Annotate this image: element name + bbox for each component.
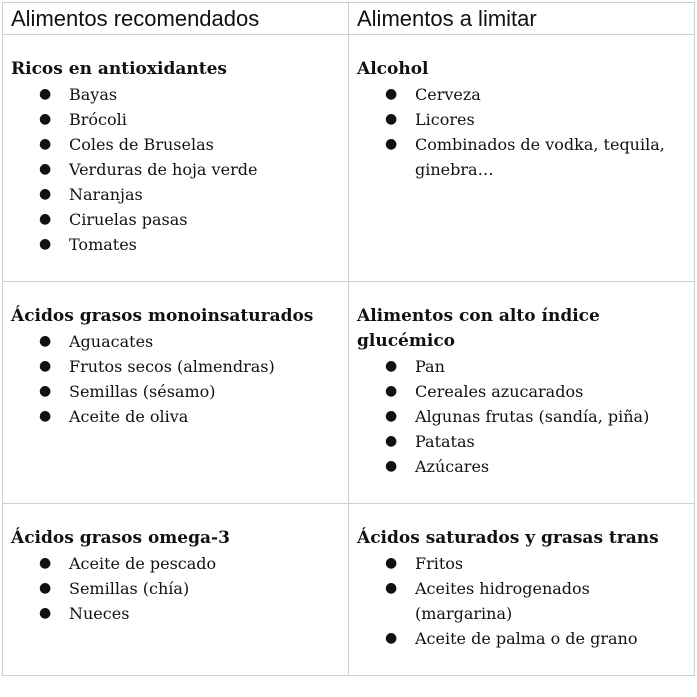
cell-antioxidants (3, 35, 349, 282)
table-row (3, 282, 695, 504)
list-item: ● Brócoli (11, 107, 340, 132)
food-list (11, 329, 340, 429)
list-item: ● Coles de Bruselas (11, 132, 340, 157)
bullet-icon: ● (39, 605, 52, 621)
category-title: Alimentos con alto índice glucémico (357, 306, 600, 351)
list-item: ● Verduras de hoja verde (11, 157, 340, 182)
list-item: ● Cerveza (357, 82, 686, 107)
food-list (357, 354, 686, 479)
category-title: Ácidos grasos omega-3 (11, 528, 230, 548)
header-row (3, 3, 695, 35)
food-list (357, 82, 686, 182)
list-item: ● Semillas (chía) (11, 576, 340, 601)
bullet-icon: ● (385, 111, 398, 127)
food-list (11, 82, 340, 257)
food-table (2, 2, 695, 676)
food-list (11, 551, 340, 626)
cell-saturated-trans (349, 504, 695, 676)
bullet-icon: ● (39, 161, 52, 177)
bullet-icon: ● (385, 458, 398, 474)
bullet-icon: ● (385, 580, 398, 596)
bullet-icon: ● (385, 555, 398, 571)
list-item: ● Aceites hidrogenados (margarina) (357, 576, 686, 626)
list-item: ● Patatas (357, 429, 686, 454)
list-item: ● Nueces (11, 601, 340, 626)
category-title: Ácidos grasos monoinsaturados (11, 306, 314, 326)
list-item: ● Tomates (11, 232, 340, 257)
bullet-icon: ● (385, 86, 398, 102)
bullet-icon: ● (385, 383, 398, 399)
bullet-icon: ● (39, 236, 52, 252)
bullet-icon: ● (39, 136, 52, 152)
table-row (3, 504, 695, 676)
list-item: ● Algunas frutas (sandía, piña) (357, 404, 686, 429)
table-row (3, 35, 695, 282)
list-item: ● Pan (357, 354, 686, 379)
list-item: ● Combinados de vodka, tequila, ginebra… (357, 132, 686, 182)
cell-high-glycemic (349, 282, 695, 504)
category-title: Ácidos saturados y grasas trans (357, 528, 659, 548)
list-item: ● Aguacates (11, 329, 340, 354)
list-item: ● Ciruelas pasas (11, 207, 340, 232)
bullet-icon: ● (39, 333, 52, 349)
category-title: Ricos en antioxidantes (11, 59, 227, 79)
bullet-icon: ● (39, 555, 52, 571)
bullet-icon: ● (39, 383, 52, 399)
list-item: ● Aceite de oliva (11, 404, 340, 429)
list-item: ● Bayas (11, 82, 340, 107)
bullet-icon: ● (385, 630, 398, 646)
list-item: ● Fritos (357, 551, 686, 576)
list-item: ● Licores (357, 107, 686, 132)
list-item: ● Frutos secos (almendras) (11, 354, 340, 379)
list-item: ● Azúcares (357, 454, 686, 479)
bullet-icon: ● (385, 136, 398, 152)
bullet-icon: ● (39, 580, 52, 596)
cell-omega3 (3, 504, 349, 676)
list-item: ● Aceite de pescado (11, 551, 340, 576)
food-list (357, 551, 686, 651)
bullet-icon: ● (385, 408, 398, 424)
bullet-icon: ● (385, 358, 398, 374)
bullet-icon: ● (39, 186, 52, 202)
category-title: Alcohol (357, 59, 429, 79)
cell-monounsaturated (3, 282, 349, 504)
bullet-icon: ● (39, 358, 52, 374)
list-item: ● Naranjas (11, 182, 340, 207)
bullet-icon: ● (385, 433, 398, 449)
bullet-icon: ● (39, 211, 52, 227)
cell-alcohol (349, 35, 695, 282)
bullet-icon: ● (39, 111, 52, 127)
list-item: ● Cereales azucarados (357, 379, 686, 404)
header-limit: Alimentos a limitar (349, 3, 695, 35)
bullet-icon: ● (39, 408, 52, 424)
bullet-icon: ● (39, 86, 52, 102)
list-item: ● Aceite de palma o de grano (357, 626, 686, 651)
list-item: ● Semillas (sésamo) (11, 379, 340, 404)
header-recommended: Alimentos recomendados (3, 3, 349, 35)
